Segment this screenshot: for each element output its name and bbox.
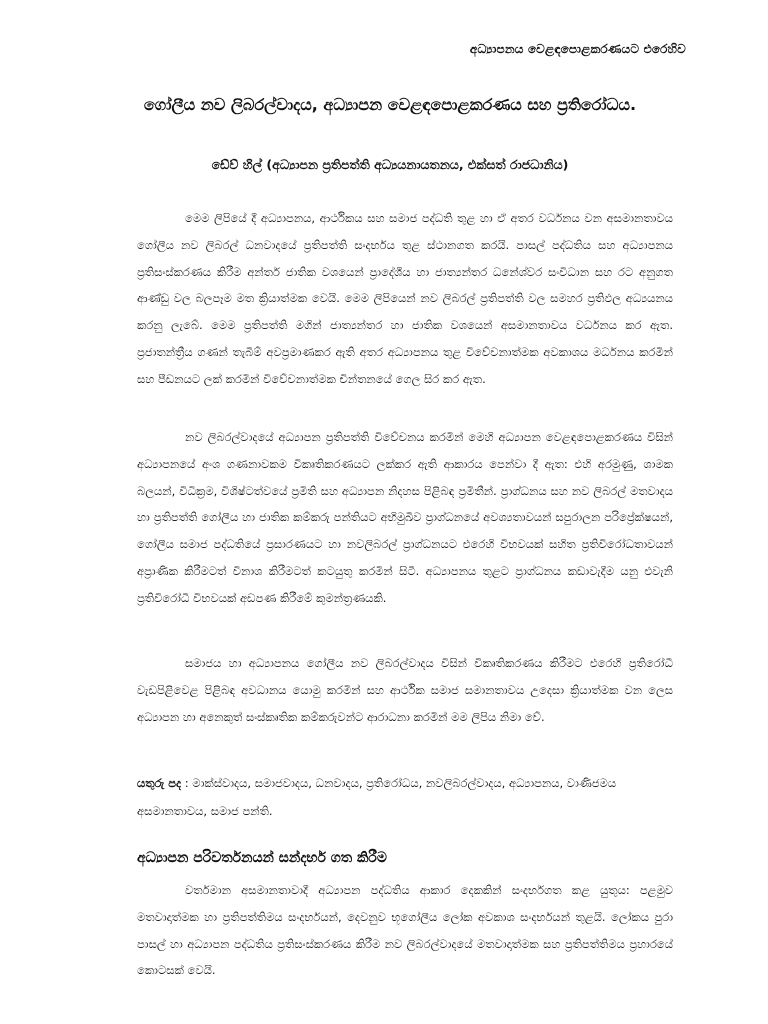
abstract-paragraph-3: සමාජය හා අධ්‍යාපනය ගෝලීය නව ලිබරල්වාදය විසින් විකෘතිකරණය කිරීමට එරෙහි ප්‍රතිරෝධී වැඩපිළිවෙළ පිළිබඳ අවධානය යොමු කරමින් සහ ආර්ථික සමාජ සමානතාවය උදෙසා ක්‍රියාත්මක වන ලෙස අධ්‍යාපන හා අනෙකුත් සංස්කෘතික කම්කරුවන්ට ආරාධනා කරමින් මම ලිපිය නිමා වේ. [137,656,673,724]
author-affiliation: ඩේව් හිල් (අධ්‍යාපන ප්‍රතිපත්ති අධ්‍යයනායතනය, එක්සත් රාජධානිය) [211,157,569,172]
abstract-paragraph-1: මෙම ලිපියේ දී අධ්‍යාපනය, ආර්ථිකය සහ සමාජ පද්ධති තුළ හා ඒ අතර වර්ධනය වන අසමානතාවය ගෝලීය නව ලිබරල් ධනවාදයේ ප්‍රතිපත්ති සංදර්භය තුළ ස්ථානගත කරයි. පාසල් පද්ධතිය සහ අධ්‍යාපනය ප්‍රතිසංස්කරණය කිරීම අන්තර් ජාතික වශයෙන් ප්‍රාදේශීය හා ජාත්‍යන්තර ධනේශ්වර සංවිධාන සහ රට අනුගත ආණ්ඩු වල බලපෑම මත ක්‍රියාත්මක වෙයි. මෙම ලිපියෙන් නව ලිබරල් ප්‍රතිපත්ති වල සමහර ප්‍රතිඵල අධ්‍යයනය කරනු ලැබේ. මෙම ප්‍රතිපත්ති මගින් ජාත්‍යන්තර හා ජාතික වශයෙන් අසමානතාවය වර්ධනය කර ඇත. ප්‍රජාතන්ත්‍රීය ගණන් තැබීම් අවප්‍රමාණකර ඇති අතර අධ්‍යාපනය තුළ විවේචනාත්මක අවකාශය මර්ධනය කරමින් සහ පීඩනයට ලක් කරමින් විවේචනාත්මක චින්තනයේ ගෙල සිර කර ඇත. [137,211,673,386]
article-title: ගෝලීය නව ලිබරල්වාදය, අධ්‍යාපන වෙළඳපොළකරණය සහ ප්‍රතිරෝධය. [143,95,637,114]
abstract-paragraph-2: නව ලිබරල්වාදයේ අධ්‍යාපන ප්‍රතිපත්ති විවේචනය කරමින් මෙහි අධ්‍යාපන වෙළඳපොළකරණය විසින් අධ්‍යාපනයේ අංශ ගණනාවකම විකෘතිකරණයට ලක්කර ඇති ආකාරය පෙන්වා දී ඇත: එහි අරමුණු, ශාමක බලයන්, විධික්‍රම, විශිෂ්ටත්වයේ ප්‍රමිති සහ අධ්‍යාපන නිදහස පිළිබඳ ප්‍රමිතීන්. ප්‍රාග්ධනය සහ නව ලිබරල් මතවාදය හා ප්‍රතිපත්ති ගෝලීය හා ජාතික කම්කරු පන්තියට අභිමුඛීව ප්‍රාග්ධනයේ අවශ්‍යතාවයන් සපුරාලන පරිප්‍රේක්ෂයන්, ගෝලීය සමාජ පද්ධතියේ ප්‍රසාරණයට හා නවලිබරල් ප්‍රාග්ධනයට එරෙහි විභවයක් සහිත ප්‍රතිවිරෝධතාවයන් අප්‍රාණික කිරීමටත් විනාශ කිරීමටත් කටයුතු කරමින් සිටී. අධ්‍යාපනය තුළට ප්‍රාග්ධනය කඩාවැදීම යනු එවැනි ප්‍රතිවිරෝධී විභවයක් අඩපණ කිරීමේ කුමන්ත්‍රණයකි. [137,430,674,605]
section-heading: අධ්‍යාපන පරිවර්තනයන් සන්දර්භ ගත කිරීම [137,850,387,866]
section-paragraph: වර්තමාන අසමානතාවාදී අධ්‍යාපන පද්ධතිය ආකාර දෙකකින් සංදර්භගත කළ යුතුය: පළමුව මතවාදාත්මක හා ප්‍රතිපත්තිමය සංදර්භයන්, දෙවනුව භූගෝලීය ලෝක අවකාශ සංදර්භයන් තුළයි. ලෝකය පුරා පාසල් හා අධ්‍යාපන පද්ධතිය ප්‍රතිසංස්කරණය කිරීම නව ලිබරල්වාදයේ මතවාදාත්මක සහ ප්‍රතිපත්තිමය ප්‍රහාරයේ කොටසක් වෙයි. [137,883,673,978]
running-header: අධ්‍යාපනය වෙළඳපොළකරණයට එරෙහිව [469,42,686,56]
keywords [137,769,673,825]
keywords-label: යතුරු පද [137,776,182,790]
keywords-list: : මාක්ස්වාදය, සමාජවාදය, ධනවාදය, ප්‍රතිරෝධය, නවලිබරල්වාදය, අධ්‍යාපනය, වාණිජමය අසමානතාවය, සමාජ පන්ති. [137,776,617,818]
